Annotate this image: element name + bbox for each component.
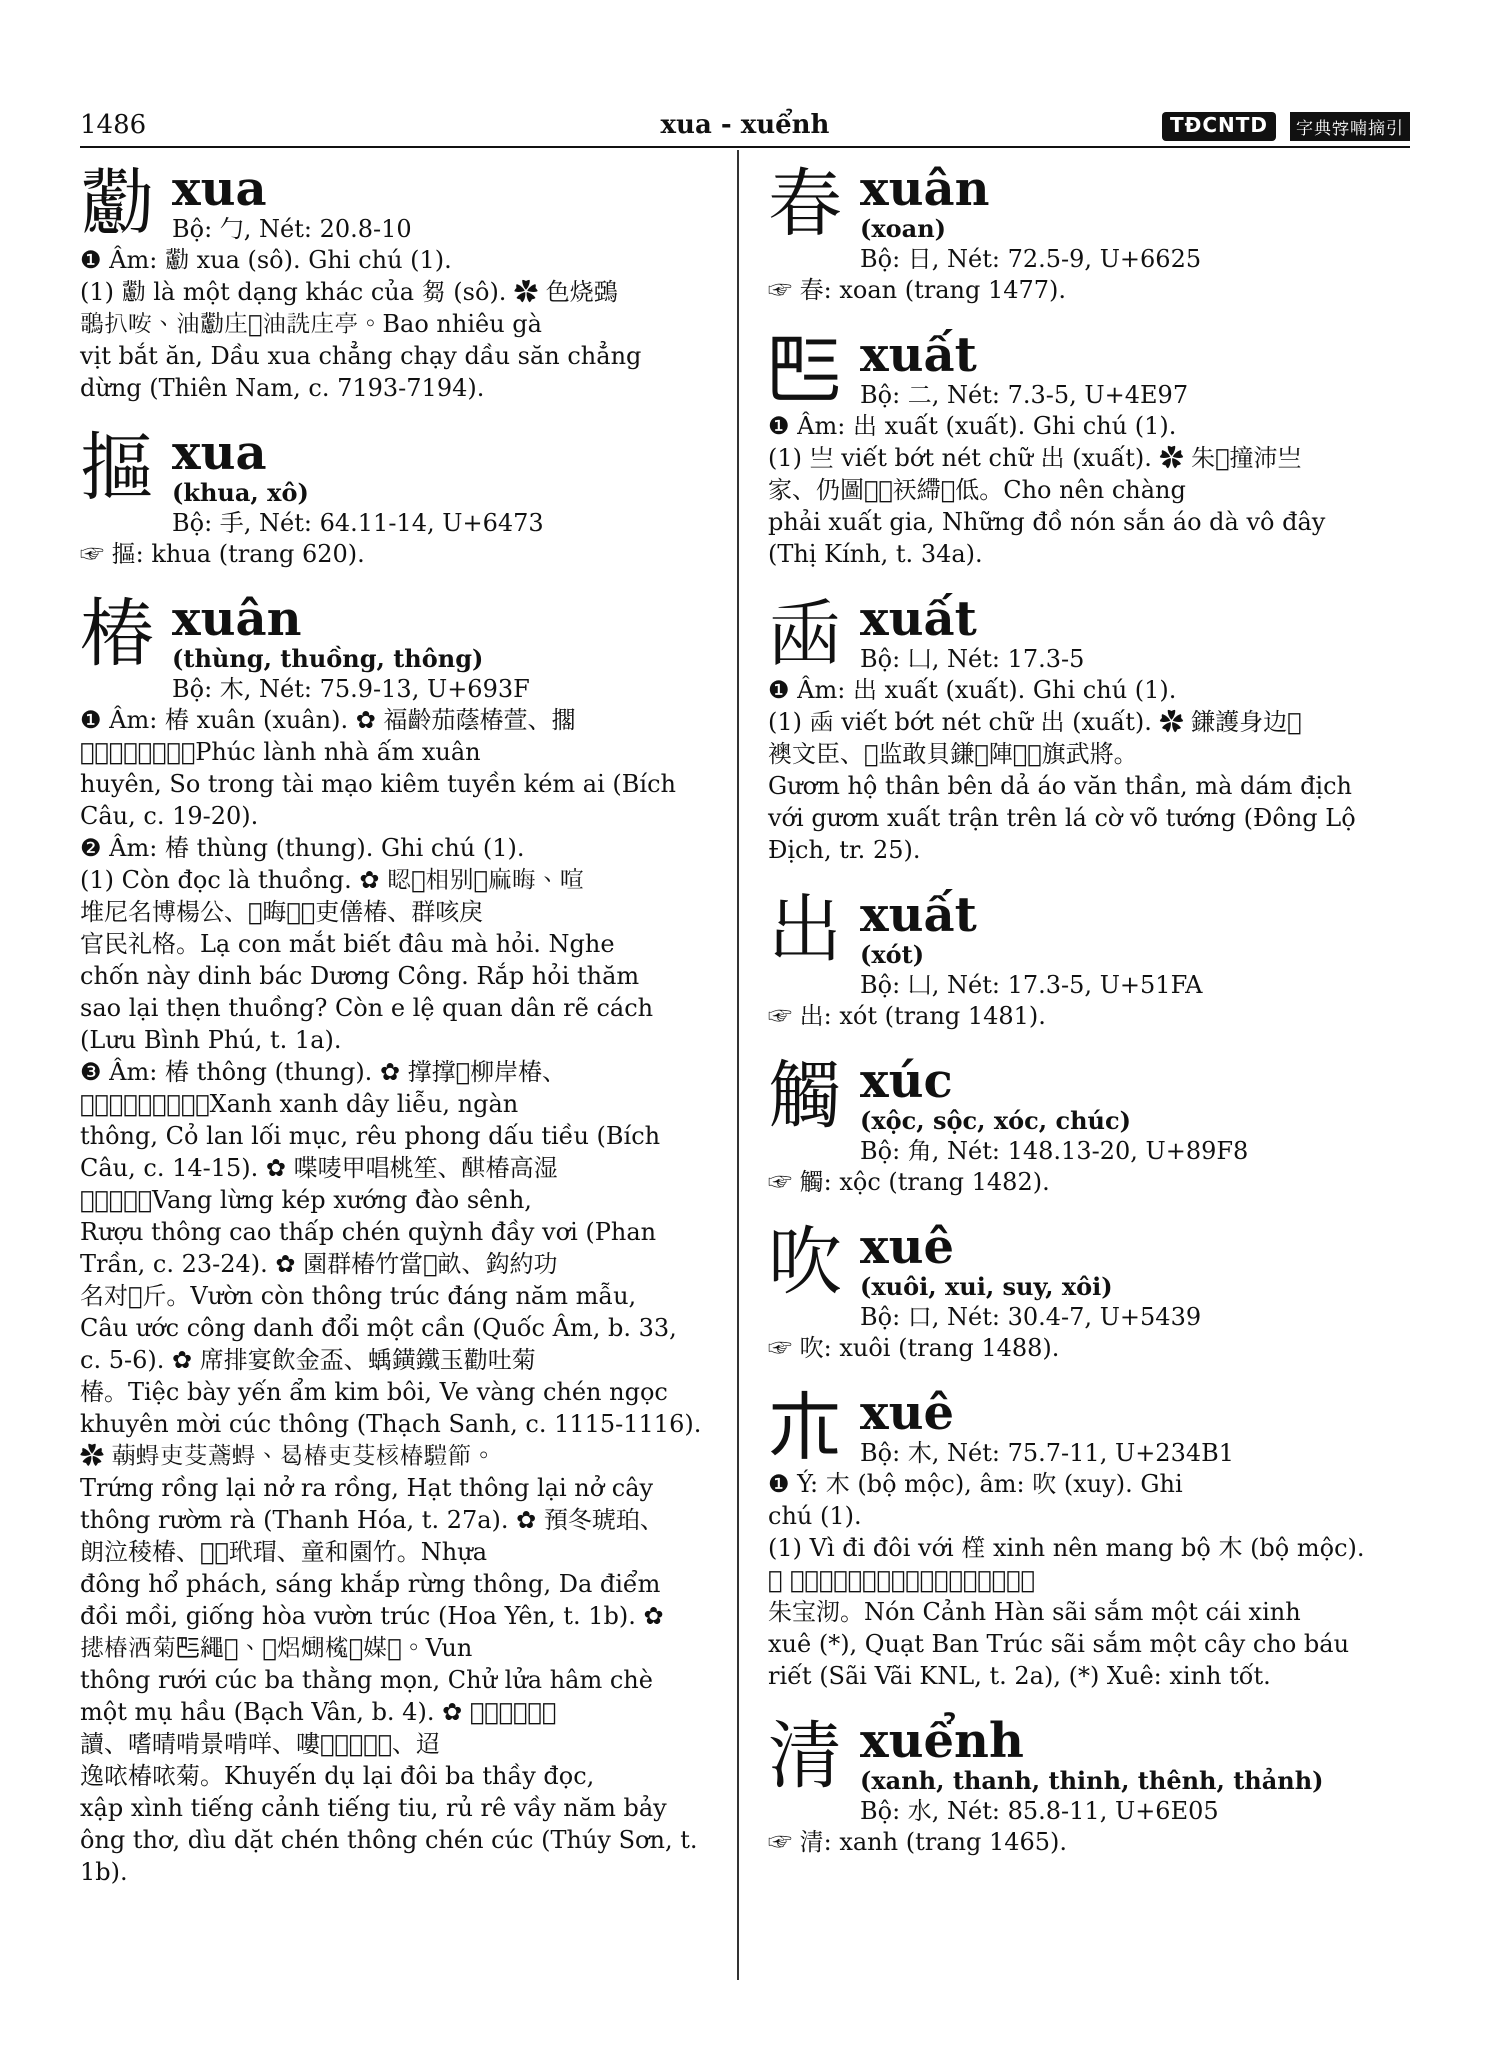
entry-text-line: (Thị Kính, t. 34a). bbox=[768, 540, 983, 568]
entry-text-line: 𪃿扒咹、油𠣊庄𢧚油詵庄亭。Bao nhiêu gà bbox=[80, 310, 542, 338]
entry-text-line: (1) Vì đi đôi với 樦 xinh nên mang bộ 木 (bộ mộc). bbox=[768, 1534, 1365, 1562]
entry-text-line: ☞ 清: xanh (trang 1465). bbox=[768, 1828, 1068, 1856]
entry-radical-strokes: Bộ: 水, Nét: 85.8-11, U+6E05 bbox=[860, 1797, 1219, 1825]
entry-text-line: Gươm hộ thân bên dả áo văn thần, mà dám địch bbox=[768, 772, 1353, 800]
entry-text-line: 𢴾椿洒菊𠀧繩𢬣、𤊪焒𤎜𣘽𠆳媒𠊚。Vun bbox=[80, 1634, 473, 1662]
entry-head bbox=[768, 326, 1398, 413]
entry-text-line: Địch, tr. 25). bbox=[768, 836, 921, 864]
entry-radical-strokes: Bộ: 木, Nét: 75.9-13, U+693F bbox=[172, 675, 530, 703]
entry-text-line: 官民礼格。Lạ con mắt biết đâu mà hỏi. Nghe bbox=[80, 930, 615, 958]
entry-text-line: (1) 𠣊 là một dạng khác của 芻 (sô). ✿ 色烧鵶 bbox=[80, 278, 618, 306]
entry-text-line: thông, Cỏ lan lối mục, rêu phong dấu tiều (Bích bbox=[80, 1122, 661, 1150]
entry-text-line: ✿ 𥬧景寒仕𢄂𠆳丐樦𣎳、櫼班竹仕𢄂𠆳核 bbox=[768, 1566, 1035, 1594]
entry-text-line: xuê (*), Quạt Ban Trúc sãi sắm một cây cho báu bbox=[768, 1630, 1350, 1658]
entry-text-line: c. 5-6). ✿ 席排宴飲金盃、蝺鐄鐵玉勸吐菊 bbox=[80, 1346, 536, 1374]
entry-head-info bbox=[860, 1712, 1398, 1826]
entry-text-line: ☞ 摳: khua (trang 620). bbox=[80, 540, 365, 568]
entry-radical-strokes: Bộ: 凵, Nét: 17.3-5, U+51FA bbox=[860, 971, 1203, 999]
entry-text-line: Câu ước công danh đổi một cần (Quốc Âm, b. 33, bbox=[80, 1314, 677, 1342]
page-title: xua - xuểnh bbox=[660, 110, 830, 140]
entry-text-line: Trứng rồng lại nở ra rồng, Hạt thông lại nở cây bbox=[80, 1474, 654, 1502]
entry-text-line: (1) Còn đọc là thuồng. ✿ 𥆾𤳆相别𦓡麻晦、喧 bbox=[80, 866, 584, 894]
dictionary-entry bbox=[768, 1052, 1398, 1198]
entry-text-line: Câu, c. 14-15). ✿ 喋唛甲唱桃笙、𨡨椿高湿 bbox=[80, 1154, 558, 1182]
entry-head bbox=[768, 590, 1398, 677]
entry-text-line: phải xuất gia, Những đồ nón sắn áo dà vô đây bbox=[768, 508, 1326, 536]
entry-radical-strokes: Bộ: 口, Nét: 30.4-7, U+5439 bbox=[860, 1303, 1202, 1331]
entry-text-line: (1) 𠚏 viết bớt nét chữ 出 (xuất). ✿ 鎌護身边𢬭 bbox=[768, 708, 1302, 736]
entry-head bbox=[768, 1384, 1398, 1471]
dictionary-entry bbox=[768, 1712, 1398, 1858]
entry-alt-readings: (khua, xô) bbox=[172, 478, 309, 507]
entry-radical-strokes: Bộ: 凵, Nét: 17.3-5 bbox=[860, 645, 1085, 673]
entry-glyph: 𠚏 bbox=[768, 591, 842, 677]
header-logos bbox=[1162, 112, 1410, 141]
entry-radical-strokes: Bộ: 日, Nét: 72.5-9, U+6625 bbox=[860, 245, 1202, 273]
entry-text-line: 𢧚瓊涬𣼽。Vang lừng kép xướng đào sênh, bbox=[80, 1186, 532, 1214]
entry-head-info bbox=[860, 1384, 1398, 1468]
entry-text-line: ❶ Âm: 出 xuất (xuất). Ghi chú (1). bbox=[768, 676, 1177, 704]
entry-text-line: 名对𠆳斤。Vườn còn thông trúc đáng năm mẫu, bbox=[80, 1282, 637, 1310]
entry-text-line: ❶ Âm: 椿 xuân (xuân). ✿ 福齡茄蔭椿萱、擱 bbox=[80, 706, 576, 734]
entry-text-line: ❸ Âm: 椿 thông (thung). ✿ 撑撑𣘃柳岸椿、 bbox=[80, 1058, 567, 1086]
entry-word: xua bbox=[172, 425, 267, 481]
dictionary-entry bbox=[768, 886, 1398, 1032]
entry-word: xuân bbox=[860, 161, 990, 217]
entry-alt-readings: (xộc, sộc, xóc, chúc) bbox=[860, 1106, 1131, 1135]
dictionary-entry bbox=[80, 424, 708, 570]
entry-alt-readings: (xanh, thanh, thinh, thênh, thảnh) bbox=[860, 1766, 1324, 1795]
entry-text-line: vịt bắt ăn, Dầu xua chẳng chạy dầu săn chẳng bbox=[80, 342, 642, 370]
entry-word: xuất bbox=[860, 887, 977, 943]
header-rule bbox=[80, 146, 1410, 148]
entry-word: xúc bbox=[860, 1053, 953, 1109]
dictionary-logo: 字典𡨸喃摘引 bbox=[1290, 112, 1410, 141]
entry-text-line: (1) 亗 viết bớt nét chữ 出 (xuất). ✿ 朱𦓡撞沛亗 bbox=[768, 444, 1302, 472]
entry-word: xuê bbox=[860, 1385, 955, 1441]
entry-text-line: 堆尼名博楊公、𠶢晦𥋳𤾓吏僐椿、群咳戾 bbox=[80, 898, 484, 926]
entry-head bbox=[768, 1712, 1398, 1826]
dictionary-entry bbox=[768, 1218, 1398, 1364]
entry-text-line: sao lại thẹn thuồng? Còn e lệ quan dân rẽ cách bbox=[80, 994, 654, 1022]
entry-alt-readings: (xoan) bbox=[860, 214, 947, 243]
entry-text-line: chốn này dinh bác Dương Công. Rắp hỏi thăm bbox=[80, 962, 640, 990]
entry-radical-strokes: Bộ: 手, Nét: 64.11-14, U+6473 bbox=[172, 509, 544, 537]
entry-word: xuất bbox=[860, 327, 977, 383]
entry-text-line: Trần, c. 23-24). ✿ 園群椿竹當𦝄畝、鈎約功 bbox=[80, 1250, 558, 1278]
entry-word: xuểnh bbox=[860, 1713, 1024, 1769]
entry-text-line: ❶ Âm: 𠣊 xua (sô). Ghi chú (1). bbox=[80, 246, 452, 274]
entry-radical-strokes: Bộ: 木, Nét: 75.7-11, U+234B1 bbox=[860, 1439, 1235, 1467]
entry-radical-strokes: Bộ: 勹, Nét: 20.8-10 bbox=[172, 215, 412, 243]
entry-glyph: 𠀧 bbox=[768, 327, 842, 413]
entry-head-info bbox=[172, 160, 708, 244]
entry-word: xuất bbox=[860, 591, 977, 647]
entry-head-info bbox=[860, 160, 1398, 274]
entry-head-info bbox=[860, 886, 1398, 1000]
entry-alt-readings: (thùng, thuồng, thông) bbox=[172, 644, 484, 673]
entry-text-line: Câu, c. 19-20). bbox=[80, 802, 259, 830]
dictionary-entry bbox=[80, 590, 708, 1888]
right-column bbox=[768, 160, 1398, 1878]
entry-text-line: dừng (Thiên Nam, c. 7193-7194). bbox=[80, 374, 485, 402]
entry-head bbox=[768, 1052, 1398, 1166]
entry-radical-strokes: Bộ: 角, Nét: 148.13-20, U+89F8 bbox=[860, 1137, 1249, 1165]
entry-glyph: 觸 bbox=[768, 1053, 842, 1139]
entry-glyph: 春 bbox=[768, 161, 842, 247]
entry-text-line: thông rườm rà (Thanh Hóa, t. 27a). ✿ 預冬琥珀、 bbox=[80, 1506, 664, 1534]
entry-head-info bbox=[172, 424, 708, 538]
entry-text-line: ☞ 吹: xuôi (trang 1488). bbox=[768, 1334, 1060, 1362]
entry-text-line: ❶ Ý: 木 (bộ mộc), âm: 吹 (xuy). Ghi bbox=[768, 1470, 1183, 1498]
dictionary-entry bbox=[80, 160, 708, 404]
entry-text-line: 𣨰才貌兼全劍埃。Phúc lành nhà ấm xuân bbox=[80, 738, 481, 766]
left-column bbox=[80, 160, 708, 1908]
entry-text-line: 讀、嗜晴啃景啃咩、嘍𠺥𡖵𦋦𠊛𥾽、迢 bbox=[80, 1730, 441, 1758]
entry-word: xuân bbox=[172, 591, 302, 647]
entry-text-line: riết (Sãi Vãi KNL, t. 2a), (*) Xuê: xinh tốt. bbox=[768, 1662, 1271, 1690]
entry-glyph: 清 bbox=[768, 1713, 842, 1799]
dictionary-entry bbox=[768, 326, 1398, 570]
entry-head-info bbox=[860, 1218, 1398, 1332]
entry-head-info bbox=[860, 1052, 1398, 1166]
entry-text-line: ☞ 出: xót (trang 1481). bbox=[768, 1002, 1046, 1030]
entry-word: xua bbox=[172, 161, 267, 217]
entry-glyph: 吹 bbox=[768, 1219, 842, 1305]
publisher-logo: TĐCNTD bbox=[1162, 112, 1276, 141]
entry-head bbox=[80, 424, 708, 538]
entry-text-line: 逸𠲖椿𠲖菊。Khuyến dụ lại đôi ba thầy đọc, bbox=[80, 1762, 595, 1790]
entry-text-line: thông rưới cúc ba thằng mọn, Chử lửa hâm chè bbox=[80, 1666, 653, 1694]
entry-head-info bbox=[172, 590, 708, 704]
entry-text-line: đồi mồi, giống hòa vườn trúc (Hoa Yên, t. 1b). ✿ bbox=[80, 1602, 664, 1630]
entry-alt-readings: (xuôi, xui, suy, xôi) bbox=[860, 1272, 1113, 1301]
entry-text-line: Rượu thông cao thấp chén quỳnh đầy vơi (Phan bbox=[80, 1218, 657, 1246]
entry-text-line: khuyên mời cúc thông (Thạch Sanh, c. 1115-1116). bbox=[80, 1410, 702, 1438]
entry-glyph: 𣎳 bbox=[768, 1385, 842, 1471]
entry-head-info bbox=[860, 590, 1398, 674]
column-divider bbox=[737, 150, 739, 1980]
entry-text-line: ☞ 春: xoan (trang 1477). bbox=[768, 276, 1067, 304]
entry-text-line: 1b). bbox=[80, 1858, 128, 1886]
entry-text-line: ông thơ, dìu dặt chén thông chén cúc (Thúy Sơn, t. bbox=[80, 1826, 698, 1854]
entry-glyph: 出 bbox=[768, 887, 842, 973]
entry-alt-readings: (xót) bbox=[860, 940, 925, 969]
entry-radical-strokes: Bộ: 二, Nét: 7.3-5, U+4E97 bbox=[860, 381, 1189, 409]
page-number: 1486 bbox=[80, 110, 147, 140]
entry-head bbox=[768, 1218, 1398, 1332]
entry-text-line: ❷ Âm: 椿 thùng (thung). Ghi chú (1). bbox=[80, 834, 525, 862]
entry-head bbox=[80, 590, 708, 704]
entry-text-line: ☞ 觸: xộc (trang 1482). bbox=[768, 1168, 1050, 1196]
entry-text-line: với gươm xuất trận trên lá cờ võ tướng (Đông Lộ bbox=[768, 804, 1356, 832]
entry-text-line: huyên, So trong tài mạo kiêm tuyền kém ai (Bích bbox=[80, 770, 676, 798]
entry-text-line: xập xình tiếng cảnh tiếng tiu, rủ rê vầy năm bảy bbox=[80, 1794, 667, 1822]
page-header bbox=[80, 110, 1410, 146]
entry-text-line: 襖文臣、𦓡监敢貝鎌𠚏陣𨕭𦲿旗武將。 bbox=[768, 740, 1138, 768]
entry-glyph: 摳 bbox=[80, 425, 154, 511]
entry-text-line: chú (1). bbox=[768, 1502, 862, 1530]
entry-head bbox=[768, 886, 1398, 1000]
entry-word: xuê bbox=[860, 1219, 955, 1275]
entry-text-line: 椿。Tiệc bày yến ẩm kim bôi, Ve vàng chén ngọc bbox=[80, 1378, 668, 1406]
dictionary-entry bbox=[768, 160, 1398, 306]
entry-text-line: 朗泣稜椿、𦛌𪖭玳瑁、童和園竹。Nhựa bbox=[80, 1538, 488, 1566]
entry-head bbox=[768, 160, 1398, 274]
entry-glyph: 𠣊 bbox=[80, 161, 154, 247]
entry-text-line: (Lưu Bình Phú, t. 1a). bbox=[80, 1026, 342, 1054]
entry-text-line: ✿ 𦺓𧍋吏芟𦿂𧍋、曷椿吏芟核椿𩥉節。 bbox=[80, 1442, 496, 1470]
dictionary-entry bbox=[768, 1384, 1398, 1692]
dictionary-entry bbox=[768, 590, 1398, 866]
entry-text-line: 家、仍圖𥐆𧞾祆𦄂𢂎低。Cho nên chàng bbox=[768, 476, 1186, 504]
entry-head bbox=[80, 160, 708, 247]
entry-text-line: ❶ Âm: 出 xuất (xuất). Ghi chú (1). bbox=[768, 412, 1177, 440]
entry-text-line: 𦹵蘭坡牧蕘封蹈樵。Xanh xanh dây liễu, ngàn bbox=[80, 1090, 519, 1118]
entry-head-info bbox=[860, 326, 1398, 410]
entry-glyph: 椿 bbox=[80, 591, 154, 677]
entry-text-line: một mụ hầu (Bạch Vân, b. 4). ✿ 𫽄𠼦吏堆𠀧柴 bbox=[80, 1698, 557, 1726]
entry-text-line: 朱宝沏。Nón Cảnh Hàn sãi sắm một cái xinh bbox=[768, 1598, 1301, 1626]
entry-text-line: đông hổ phách, sáng khắp rừng thông, Da điểm bbox=[80, 1570, 661, 1598]
